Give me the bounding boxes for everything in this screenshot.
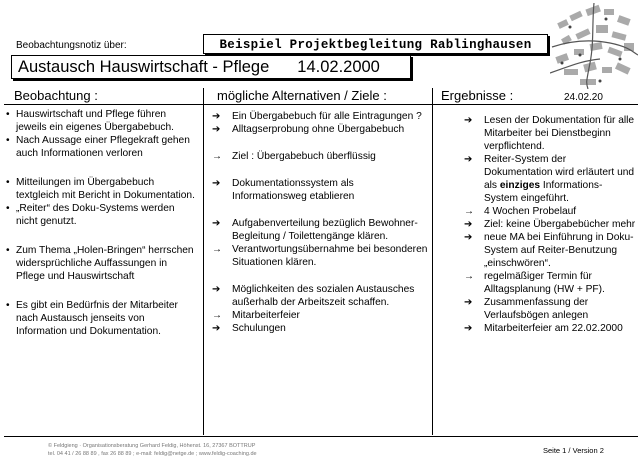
ergebnisse-list: [464, 114, 636, 335]
right-arrow-icon: ➔: [464, 219, 473, 230]
right-arrow-icon: ➔: [212, 124, 221, 135]
list-item: ➔ Lesen der Dokumentation für alle Mitarbeiter bei Dienstbeginn verpflichtend.: [464, 115, 635, 152]
list-item: • Zum Thema „Holen-Bringen“ herrschen widersprüchliche Auffassungen in Pflege und Hauswirtschaft: [6, 244, 198, 283]
list-item: • Hauswirtschaft und Pflege führen jeweils ein eigenes Übergabebuch.: [6, 108, 198, 134]
right-arrow-icon: →: [464, 271, 474, 282]
footer-copyright: © Feldgieng · Organisationsberatung Gerhard Feldig, Höhenst. 16, 27367 BOTTRUP: [48, 443, 256, 449]
right-arrow-icon: ➔: [464, 323, 473, 334]
list-item: ➔ Dokumentationssystem als Informationsweg etablieren: [212, 178, 355, 202]
right-arrow-icon: ➔: [212, 178, 221, 189]
list-item: → Ziel : Übergabebuch überflüssig: [212, 151, 376, 162]
list-item: → Verantwortungsübernahme bei besonderen Situationen klären.: [212, 244, 428, 268]
header-divider: [4, 104, 638, 105]
emphasis-text: einziges: [499, 180, 541, 191]
list-item: ➔ Zusammenfassung der Verlaufsbögen anlegen: [464, 297, 589, 321]
right-arrow-icon: ➔: [212, 284, 221, 295]
list-item: ➔ Alltagserprobung ohne Übergabebuch: [212, 124, 405, 135]
list-item: → Mitarbeiterfeier: [212, 310, 300, 321]
heading-alternativen: mögliche Alternativen / Ziele :: [217, 88, 387, 103]
right-arrow-icon: →: [212, 151, 222, 162]
right-arrow-icon: ➔: [464, 297, 473, 308]
right-arrow-icon: ➔: [464, 232, 473, 243]
right-arrow-icon: →: [464, 206, 474, 217]
alternativen-list: [212, 110, 428, 335]
list-item: • Mitteilungen im Übergabebuch textgleich mit Bericht in Dokumentation.: [6, 176, 198, 202]
heading-ergebnisse: Ergebnisse :: [441, 88, 514, 103]
list-item: ➔ Ein Übergabebuch für alle Eintragungen ?: [212, 111, 422, 122]
right-arrow-icon: ➔: [464, 154, 473, 165]
list-item: ➔ Mitarbeiterfeier am 22.02.2000: [464, 323, 623, 334]
footer-divider: [4, 436, 638, 437]
right-arrow-icon: ➔: [464, 115, 473, 126]
footer-contact: tel. 04 41 / 26 88 89 , fax 26 88 89 ; e-mail: feldig@netge.de ; www.feldig-coaching.de: [48, 451, 257, 457]
document-title: [11, 55, 411, 79]
list-item: → regelmäßiger Termin für Alltagsplanung (HW + PF).: [464, 271, 605, 295]
prefix-label: Beobachtungsnotiz über:: [16, 40, 127, 51]
title-date: 14.02.2000: [297, 58, 380, 76]
list-item: • Es gibt ein Bedürfnis der Mitarbeiter nach Austausch jenseits von Information und Dokumentation.: [6, 299, 198, 338]
list-item: ➔ neue MA bei Einführung in Doku-System auf Reiter-Benutzung „einschwören“.: [464, 232, 634, 269]
right-arrow-icon: →: [212, 244, 222, 255]
list-item: • „Reiter“ des Doku-Systems werden nicht genutzt.: [6, 202, 198, 228]
right-arrow-icon: →: [212, 310, 222, 321]
column-divider-2: [432, 88, 433, 435]
right-arrow-icon: ➔: [212, 111, 221, 122]
column-divider-1: [203, 88, 204, 435]
list-item: ➔ Möglichkeiten des sozialen Austausches außerhalb der Arbeitszeit schaffen.: [212, 284, 415, 308]
list-item: ➔ Reiter-System der Dokumentation wird erläutert und als einziges Informations-System eingeführt.: [464, 154, 635, 204]
title-text: Austausch Hauswirtschaft - Pflege: [18, 58, 270, 76]
aerial-map-logo: [550, 3, 638, 89]
list-item: ➔ Schulungen: [212, 323, 286, 334]
banner-title: Beispiel Projektbegleitung Rablinghausen: [203, 34, 548, 54]
list-item: ➔ Aufgabenverteilung bezüglich Bewohner-Begleitung / Toilettengänge klären.: [212, 218, 418, 242]
list-item: → 4 Wochen Probelauf: [464, 206, 577, 217]
list-item: ➔ Ziel: keine Übergabebücher mehr: [464, 219, 636, 230]
right-arrow-icon: ➔: [212, 323, 221, 334]
heading-beobachtung: Beobachtung :: [14, 88, 98, 103]
list-item: • Nach Aussage einer Pflegekraft gehen auch Informationen verloren: [6, 134, 198, 160]
right-arrow-icon: ➔: [212, 218, 221, 229]
page-version: Seite 1 / Version 2: [543, 446, 604, 455]
beobachtung-list: [6, 108, 198, 338]
ergebnisse-date: 24.02.20: [564, 92, 603, 103]
